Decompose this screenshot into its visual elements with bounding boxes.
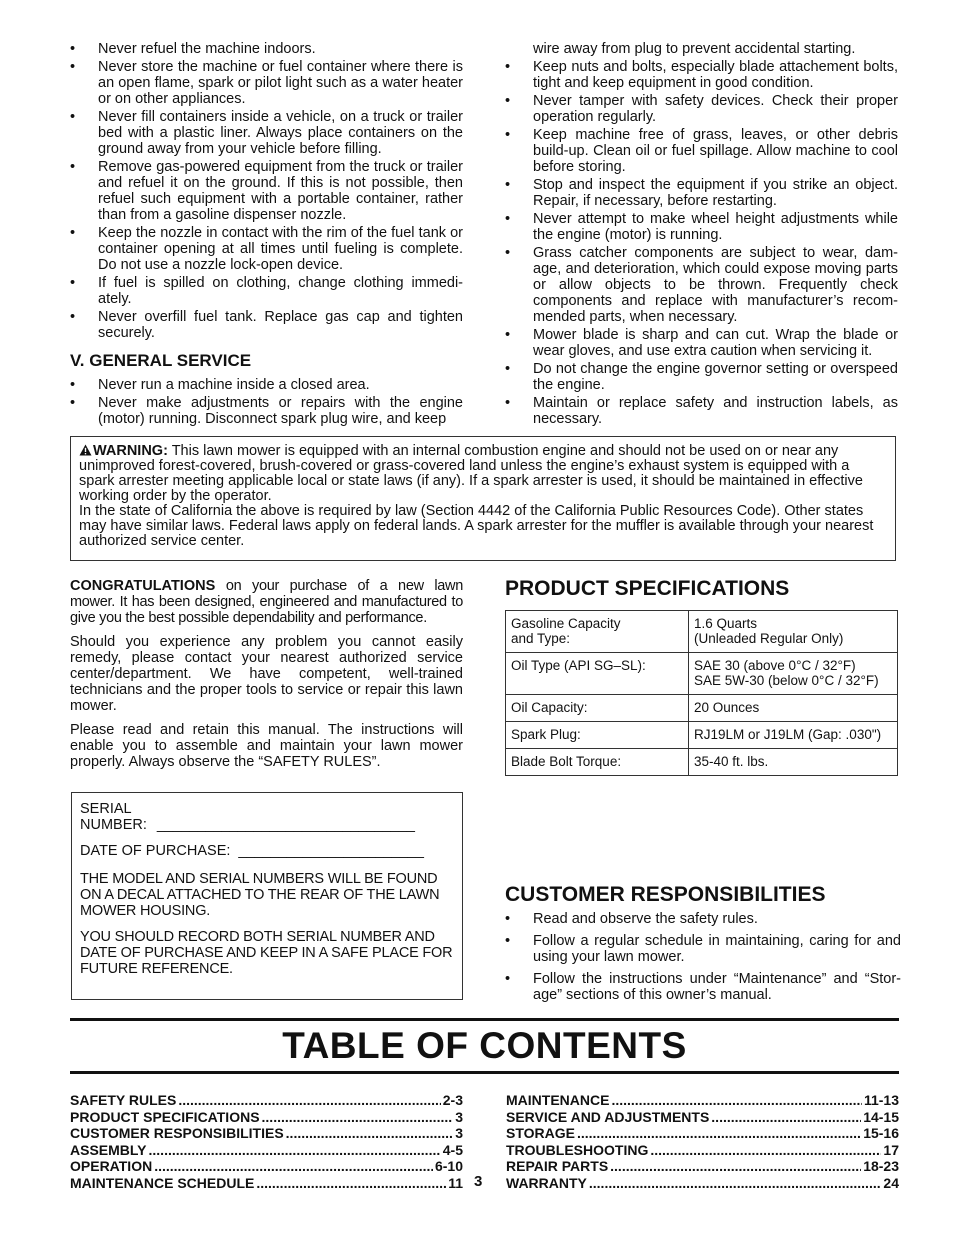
- intro-section: [70, 578, 463, 778]
- spec-key: Oil Type (API SG–SL):: [506, 653, 689, 695]
- serial-note-2: YOU SHOULD RECORD BOTH SERIAL NUMBER AND DATE OF PURCHASE AND KEEP IN A SAFE PLACE FOR FUTURE REFERENCE.: [80, 929, 453, 977]
- toc-entry[interactable]: CUSTOMER RESPONSIBILITIES ..... 3: [70, 1125, 463, 1142]
- toc-entry[interactable]: MAINTENANCE SCHEDULE ..... 11: [70, 1175, 463, 1192]
- list-item: • Remove gas-powered equipment from the truck or trailer and refuel it on the ground. If this is not possible, then refuel such equipment with a portable container, rather than from a gasoline dispenser nozzle.: [70, 159, 463, 223]
- intro-paragraph-2: Should you experience any problem you cannot easily remedy, please contact your nearest authorized service center/department. We have competent, well-trained technicians and the proper tools to service or repair this lawn mower.: [70, 634, 463, 714]
- product-specifications-section: [505, 577, 898, 776]
- spec-key: Oil Capacity:: [506, 695, 689, 722]
- serial-number-field: [80, 801, 454, 833]
- toc-entry[interactable]: REPAIR PARTS ..... 18-23: [506, 1158, 899, 1175]
- list-item: • Never overfill fuel tank. Replace gas cap and tighten securely.: [70, 309, 463, 341]
- spec-value: 20 Ounces: [689, 695, 898, 722]
- congratulations-label: CONGRATULATIONS: [70, 578, 216, 594]
- toc-top-rule: [70, 1018, 899, 1021]
- left-safety-column: [70, 41, 463, 429]
- toc-title: TABLE OF CONTENTS: [282, 1025, 687, 1066]
- list-item: • Follow the instructions under “Maintenance” and “Stor-age” sections of this owner’s manual.: [505, 971, 901, 1003]
- intro-paragraph-3: Please read and retain this manual. The instructions will enable you to assemble and maintain your lawn mower properly. Always observe the “SAFETY RULES”.: [70, 722, 463, 770]
- congratulations-text: on your purchase of a new lawn mower. It has been designed, engineered and manufactured to give you the best possible dependability and performance.: [70, 578, 463, 626]
- toc-entry[interactable]: STORAGE ..... 15-16: [506, 1125, 899, 1142]
- toc-bottom-rule: [70, 1071, 899, 1074]
- spec-value: 35-40 ft. lbs.: [689, 749, 898, 776]
- list-item: • Keep machine free of grass, leaves, or other debris build-up. Clean oil or fuel spillage. Allow machine to cool before storing.: [505, 127, 898, 175]
- warning-paragraph-2: In the state of California the above is required by law (Section 4442 of the California Public Resources Code). Other states may have similar laws. Federal laws apply on federal lands. A spark arrester for the muffler is available through your nearest authorized service center.: [79, 503, 874, 549]
- list-item: • Mower blade is sharp and can cut. Wrap the blade or wear gloves, and use extra caution when servicing it.: [505, 327, 898, 359]
- spec-key: Blade Bolt Torque:: [506, 749, 689, 776]
- toc-entry[interactable]: TROUBLESHOOTING ..... 17: [506, 1142, 899, 1159]
- list-item: • Never fill containers inside a vehicle, on a truck or trailer bed with a plastic liner. Always place containers on the ground away from your vehicle before filling.: [70, 109, 463, 157]
- warning-paragraph-1: [79, 444, 885, 504]
- list-item: • Never run a machine inside a closed area.: [70, 377, 463, 393]
- customer-responsibilities-section: [505, 883, 901, 1005]
- toc-entry[interactable]: WARRANTY ..... 24: [506, 1175, 899, 1192]
- date-of-purchase-field: [80, 843, 454, 859]
- list-item: • Follow a regular schedule in maintaining, caring for and using your lawn mower.: [505, 933, 901, 965]
- right-safety-column: [505, 41, 898, 429]
- toc-entry[interactable]: MAINTENANCE ..... 11-13: [506, 1092, 899, 1109]
- serial-number-box: [71, 792, 463, 1000]
- list-item: • Grass catcher components are subject to wear, dam-age, and deterioration, which could expose moving parts or allow objects to be thrown. Frequently check components and replace with manufacturer’s recom-mended parts, when necessary.: [505, 245, 898, 325]
- service-safety-list: [505, 59, 898, 427]
- general-service-heading: V. GENERAL SERVICE: [70, 351, 252, 370]
- serial-note-1: THE MODEL AND SERIAL NUMBERS WILL BE FOUND ON A DECAL ATTACHED TO THE REAR OF THE LAWN MOWER HOUSING.: [80, 871, 440, 919]
- toc-entry[interactable]: PRODUCT SPECIFICATIONS ..... 3: [70, 1109, 463, 1126]
- list-item: • Keep the nozzle in contact with the rim of the fuel tank or container opening at all times until fueling is complete. Do not use a nozzle lock-open device.: [70, 225, 463, 273]
- list-item: • Never store the machine or fuel container where there is an open flame, spark or pilot light such as a water heater or on other appliances.: [70, 59, 463, 107]
- list-item: • Do not change the engine governor setting or overspeed the engine.: [505, 361, 898, 393]
- warning-triangle-icon: [79, 444, 92, 456]
- continued-text: wire away from plug to prevent accidental starting.: [533, 41, 856, 57]
- list-item: • Stop and inspect the equipment if you strike an object. Repair, if necessary, before restarting.: [505, 177, 898, 209]
- spec-value: SAE 30 (above 0°C / 32°F) SAE 5W-30 (below 0°C / 32°F): [689, 653, 898, 695]
- spec-key: Spark Plug:: [506, 722, 689, 749]
- page-number: 3: [474, 1173, 483, 1190]
- list-item: • Never attempt to make wheel height adjustments while the engine (motor) is running.: [505, 211, 898, 243]
- warning-text-1: This lawn mower is equipped with an internal combustion engine and should not be used on or near any unimproved forest-covered, brush-covered or grass-covered land unless the engine’s exhaust system is equipped with a spark arrester meeting applicable local or state laws (if any). If a spark arrester is used, it should be maintained in effective working order by the operator.: [79, 443, 863, 504]
- list-item: • If fuel is spilled on clothing, change clothing immedi-ately.: [70, 275, 463, 307]
- congratulations-paragraph: [70, 578, 463, 626]
- list-item: • Never refuel the machine indoors.: [70, 41, 463, 57]
- warning-box: [70, 436, 896, 561]
- specifications-heading: PRODUCT SPECIFICATIONS: [505, 577, 790, 600]
- list-item: • Never make adjustments or repairs with the engine (motor) running. Disconnect spark plug wire, and keep: [70, 395, 463, 427]
- spec-key: Gasoline Capacity and Type:: [506, 611, 689, 653]
- table-row: [506, 653, 898, 695]
- list-item: • Maintain or replace safety and instruction labels, as necessary.: [505, 395, 898, 427]
- table-row: [506, 695, 898, 722]
- fuel-safety-list: [70, 41, 463, 341]
- toc-entry[interactable]: SAFETY RULES ..... 2-3: [70, 1092, 463, 1109]
- serial-blank-line: ________________________________: [156, 817, 415, 833]
- specifications-table: [505, 610, 898, 776]
- toc-entry[interactable]: OPERATION ..... 6-10: [70, 1158, 463, 1175]
- number-label: NUMBER:: [80, 817, 147, 833]
- spec-value: 1.6 Quarts (Unleaded Regular Only): [689, 611, 898, 653]
- table-row: [506, 749, 898, 776]
- table-row: [506, 722, 898, 749]
- date-blank-line: _______________________: [238, 843, 424, 859]
- spec-value: RJ19LM or J19LM (Gap: .030"): [689, 722, 898, 749]
- toc-right-column: [506, 1092, 899, 1191]
- list-item: • Read and observe the safety rules.: [505, 911, 901, 927]
- customer-heading: CUSTOMER RESPONSIBILITIES: [505, 883, 826, 906]
- table-row: [506, 611, 898, 653]
- toc-entry[interactable]: SERVICE AND ADJUSTMENTS ..... 14-15: [506, 1109, 899, 1126]
- date-label: DATE OF PURCHASE:: [80, 843, 231, 859]
- list-item: • Never tamper with safety devices. Check their proper operation regularly.: [505, 93, 898, 125]
- list-item: • Keep nuts and bolts, especially blade attachement bolts, tight and keep equipment in good condition.: [505, 59, 898, 91]
- toc-left-column: [70, 1092, 463, 1191]
- general-service-list: [70, 377, 463, 427]
- warning-label: WARNING:: [93, 443, 168, 459]
- customer-list: [505, 911, 901, 1003]
- serial-label: SERIAL: [80, 801, 132, 817]
- toc-entry[interactable]: ASSEMBLY ..... 4-5: [70, 1142, 463, 1159]
